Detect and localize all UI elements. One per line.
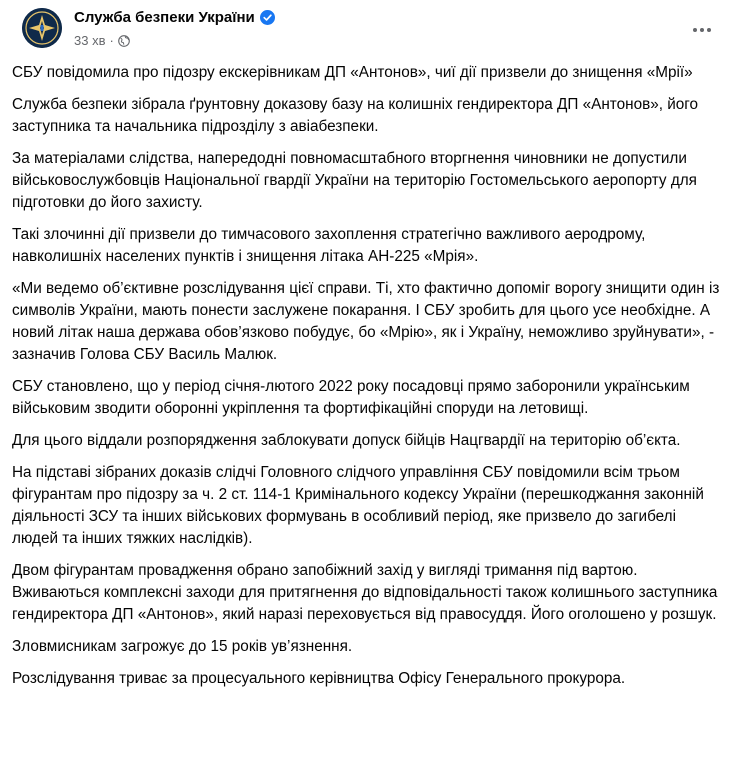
more-horizontal-icon [692, 27, 712, 33]
post-paragraph: Двом фігурантам провадження обрано запобіжний захід у вигляді тримання під вартою. Вживаються комплексні заходи для притягнення до відповідальності також колишнього заступника гендиректора ДП «Антонов», який наразі переховується від правосуддя. Його оголошено у розшук. [12, 562, 718, 623]
page-name-link[interactable]: Служба безпеки України [74, 9, 255, 26]
post-timestamp[interactable]: 33 хв [74, 33, 106, 48]
post-paragraph: За матеріалами слідства, напередодні повномасштабного вторгнення чиновники не допустили військовослужбовців Національної гвардії України на територію Гостомельського аеропорту для підготовки до його захисту. [12, 150, 697, 211]
page-name-row [74, 9, 275, 26]
post-meta [74, 33, 130, 48]
post-paragraph: Для цього віддали розпорядження заблокувати допуск бійців Нацгвардії на територію об’єкта. [12, 432, 681, 449]
post-options-button[interactable] [684, 12, 720, 48]
post-paragraph: Такі злочинні дії призвели до тимчасового захоплення стратегічно важливого аеродрому, навколишніх населених пунктів і знищення літака АН-225 «Мрія». [12, 226, 646, 265]
post-paragraph: Розслідування триває за процесуального керівництва Офісу Генерального прокурора. [12, 670, 626, 687]
post-paragraph: На підставі зібраних доказів слідчі Головного слідчого управління СБУ повідомили всім трьом фігурантам про підозру за ч. 2 ст. 114-1 Кримінального кодексу України (перешкоджання законній діяльності ЗСУ та інших військових формувань в особливий період, яке призвело до загибелі людей та інших тяжких наслідків). [12, 464, 704, 547]
post-paragraph: СБУ повідомила про підозру екскерівникам ДП «Антонов», чиї дії призвели до знищення «Мрії» [12, 64, 693, 81]
globe-icon[interactable] [118, 35, 130, 47]
meta-separator: · [109, 33, 114, 48]
verified-badge-icon [260, 10, 275, 25]
post-paragraph: Служба безпеки зібрала ґрунтовну доказову базу на колишніх гендиректора ДП «Антонов», його заступника та начальника підрозділу з авіабезпеки. [12, 96, 699, 135]
post-paragraph: Зловмисникам загрожує до 15 років ув’язнення. [12, 638, 353, 655]
post-paragraph: СБУ становлено, що у період січня-лютого 2022 року посадовці прямо заборонили українським військовим зводити оборонні укріплення та фортифікаційні споруди на летовищі. [12, 378, 690, 417]
page-avatar[interactable] [22, 8, 62, 48]
post-paragraph: «Ми ведемо об’єктивне розслідування цієї справи. Ті, хто фактично допоміг ворогу знищити один із символів України, мають понести заслужене покарання. І СБУ зробить для цього усе необхідне. А новий літак наша держава обов’язково побудує, бо «Мрію», як і Україну, неможливо зруйнувати», - зазначив Голова СБУ Василь Малюк. [12, 280, 720, 363]
post-header [12, 0, 726, 58]
sbu-emblem-icon [22, 8, 62, 48]
post-text [12, 58, 726, 690]
